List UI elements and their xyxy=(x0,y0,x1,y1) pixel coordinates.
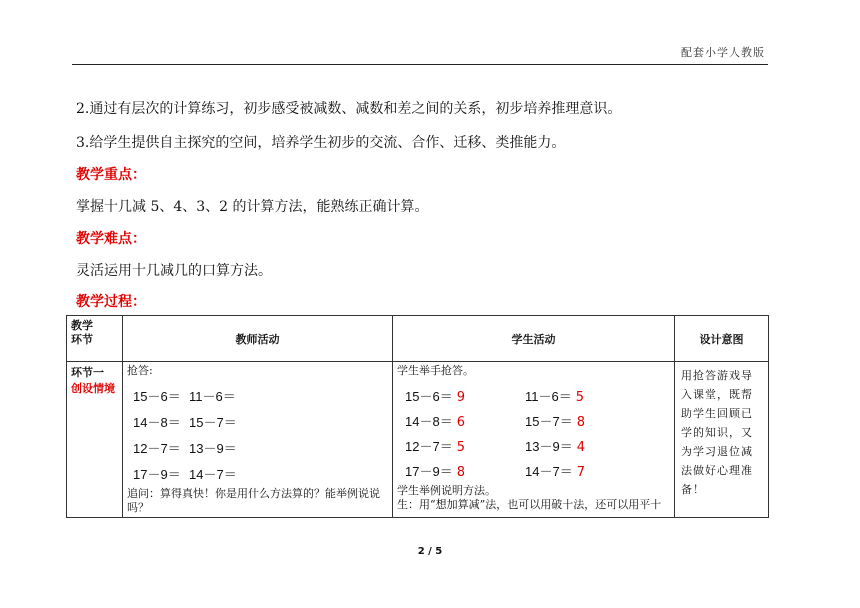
stage-title: 环节一 xyxy=(71,366,104,379)
teacher-eq: 12－7＝ xyxy=(133,441,181,456)
student-eq-question: 12－7＝ xyxy=(405,439,453,454)
student-equations xyxy=(405,386,670,480)
header-design: 设计意图 xyxy=(675,316,769,362)
student-eq-question: 14－7＝ xyxy=(525,464,573,479)
student-eq xyxy=(525,436,605,455)
design-text: 用抢答游戏导入课堂，既帮助学生回顾已学的知识，又为学习退位减法做好心理准备！ xyxy=(681,369,753,496)
header-student: 学生活动 xyxy=(393,316,675,362)
student-eq xyxy=(405,386,525,405)
key-points-text: 掌握十几减 5、4、3、2 的计算方法，能熟练正确计算。 xyxy=(76,199,429,215)
student-eq-answer: 5 xyxy=(575,390,585,405)
teacher-eq: 15－6＝ xyxy=(133,389,181,404)
teacher-eq: 17－9＝ xyxy=(133,467,181,482)
student-explain: 学生举例说明方法。 xyxy=(397,484,496,497)
header-publisher-tag: 配套小学人教版 xyxy=(681,46,765,59)
page-number: 2 / 5 xyxy=(417,546,443,557)
teacher-cell xyxy=(123,362,393,518)
student-eq xyxy=(405,436,525,455)
difficulty-heading: 教学难点： xyxy=(76,231,146,247)
key-points-heading: 教学重点： xyxy=(76,167,146,183)
student-eq-answer: 7 xyxy=(576,465,585,480)
difficulty-text: 灵活运用十几减几的口算方法。 xyxy=(76,263,272,279)
student-eq-answer: 9 xyxy=(456,390,465,405)
teacher-equations xyxy=(133,386,388,483)
design-cell xyxy=(675,362,769,518)
student-eq-question: 17－9＝ xyxy=(405,464,453,479)
teacher-eq: 11－6＝ xyxy=(189,389,236,404)
process-heading: 教学过程： xyxy=(76,294,146,310)
student-intro: 学生举手抢答。 xyxy=(397,364,474,377)
header-stage xyxy=(67,316,123,362)
student-eq xyxy=(405,461,525,480)
student-eq-question: 15－7＝ xyxy=(525,414,573,429)
student-eq-question: 11－6＝ xyxy=(525,389,572,404)
table-header-row xyxy=(67,316,769,362)
teacher-intro: 抢答: xyxy=(127,364,153,377)
table-row xyxy=(67,362,769,518)
student-eq-question: 15－6＝ xyxy=(405,389,453,404)
teacher-eq: 14－8＝ xyxy=(133,415,181,430)
header-stage-label: 教学 环节 xyxy=(71,319,93,346)
teacher-question: 追问：算得真快！你是用什么方法算的？能举例说说吗？ xyxy=(127,487,380,514)
student-eq-answer: 5 xyxy=(456,440,465,455)
teacher-eq: 13－9＝ xyxy=(189,441,237,456)
student-eq-question: 13－9＝ xyxy=(525,439,573,454)
teacher-eq: 15－7＝ xyxy=(189,415,237,430)
header-rule xyxy=(72,64,768,65)
student-eq xyxy=(525,461,605,480)
student-eq-question: 14－8＝ xyxy=(405,414,453,429)
student-eq xyxy=(525,411,605,430)
student-eq xyxy=(405,411,525,430)
student-eq-answer: 4 xyxy=(576,440,585,455)
objective-2: 2.通过有层次的计算练习，初步感受被减数、减数和差之间的关系，初步培养推理意识。 xyxy=(76,101,622,117)
student-answer: 生：用“想加算减”法，也可以用破十法，还可以用平十 xyxy=(397,498,662,511)
stage-subtitle: 创设情境 xyxy=(71,382,115,395)
student-cell xyxy=(393,362,675,518)
header-teacher: 教师活动 xyxy=(123,316,393,362)
teaching-process-table xyxy=(66,315,769,518)
student-eq-answer: 8 xyxy=(456,465,465,480)
objective-3: 3.给学生提供自主探究的空间，培养学生初步的交流、合作、迁移、类推能力。 xyxy=(76,135,566,151)
student-eq xyxy=(525,386,605,405)
student-eq-answer: 8 xyxy=(576,415,585,430)
student-eq-answer: 6 xyxy=(456,415,465,430)
teacher-eq: 14－7＝ xyxy=(189,467,237,482)
stage-cell xyxy=(67,362,123,518)
